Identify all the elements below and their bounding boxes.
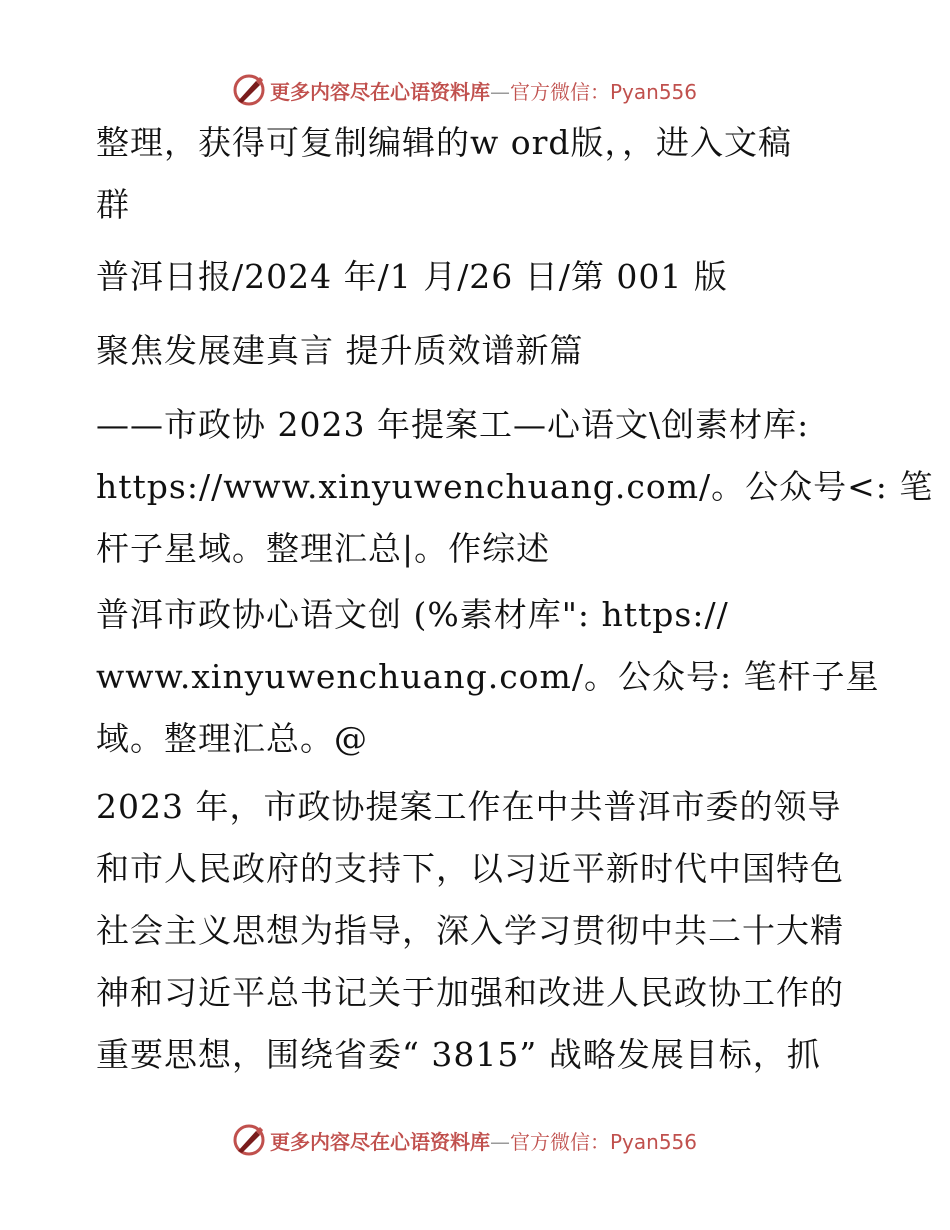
subtitle-paragraph <box>96 394 934 580</box>
intro-paragraph <box>96 112 856 236</box>
subtitle-line: 杆子星域。整理汇总|。作综述 <box>96 529 551 568</box>
header-banner <box>232 70 752 110</box>
body-line: 社会主义思想为指导，深入学习贯彻中共二十大精 <box>96 911 844 950</box>
source-line: 普洱日报/2024 年/1 月/26 日/第 001 版 <box>96 257 728 296</box>
pen-logo-icon <box>232 73 266 107</box>
body-line: 2023 年，市政协提案工作在中共普洱市委的领导 <box>96 787 842 826</box>
body-line: 重要思想，围绕省委“ 3815” 战略发展目标，抓 <box>96 1035 821 1074</box>
intro-line: 整理，获得可复制编辑的w ord版，，进入文稿 <box>96 123 793 162</box>
header-banner-account: 官方微信：Pyan556 <box>510 79 698 104</box>
footer-banner-dash: — <box>490 1129 510 1154</box>
header-banner-main: 更多内容尽在心语资料库 <box>270 79 490 104</box>
header-banner-text <box>270 76 697 105</box>
body-line: 神和习近平总书记关于加强和改进人民政协工作的 <box>96 973 844 1012</box>
body-paragraph <box>96 776 856 1086</box>
footer-banner <box>232 1120 752 1160</box>
subtitle-line: ——市政协 2023 年提案工—心语文\创素材库: <box>96 405 810 444</box>
footer-banner-text <box>270 1126 697 1155</box>
pen-logo-icon <box>232 1123 266 1157</box>
subtitle-line: https://www.xinyuwenchuang.com/。公众号<: 笔 <box>96 467 934 506</box>
byline-line: 普洱市政协心语文创 (%素材库": https:// <box>96 595 729 634</box>
footer-banner-main: 更多内容尽在心语资料库 <box>270 1129 490 1154</box>
intro-line: 群 <box>96 185 130 224</box>
body-line: 和市人民政府的支持下，以习近平新时代中国特色 <box>96 849 844 888</box>
footer-banner-account: 官方微信：Pyan556 <box>510 1129 698 1154</box>
headline: 聚焦发展建真言 提升质效谱新篇 <box>96 331 584 370</box>
byline-paragraph <box>96 584 880 770</box>
byline-line: www.xinyuwenchuang.com/。公众号: 笔杆子星 <box>96 657 880 696</box>
header-banner-dash: — <box>490 79 510 104</box>
byline-line: 域。整理汇总。@ <box>96 719 368 758</box>
